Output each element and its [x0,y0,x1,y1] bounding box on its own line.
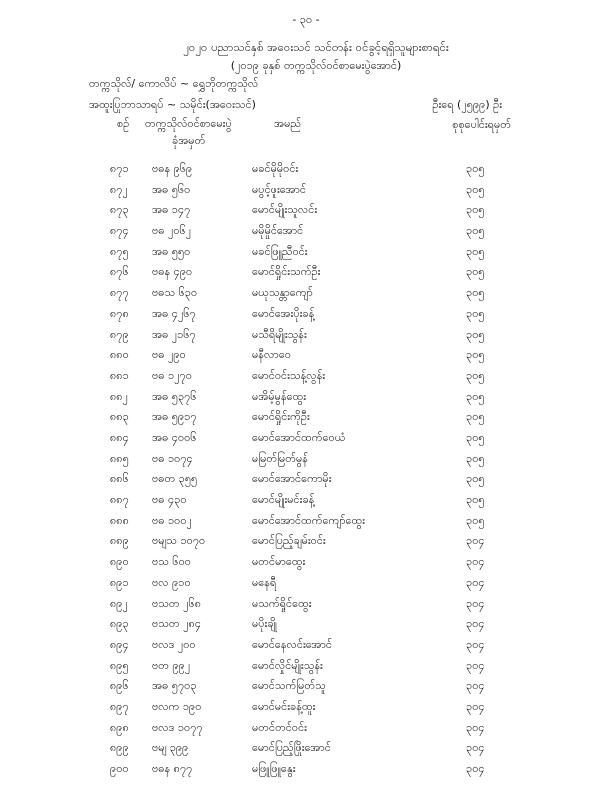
cell-roll-number: အဓ ၅၇၀၃ [152,679,197,693]
cell-roll-number: ဗဓန ၉၆၉ [152,162,193,175]
cell-roll-number: ဗဓန ၈၇၇ [152,762,193,775]
cell-total-marks: ၃၀၅ [466,265,485,279]
cell-name: မောင်လှိုင်မျိုးသွန်း [252,658,323,672]
cell-total-marks: ၃၀၄ [466,575,485,589]
cell-total-marks: ၃၀၅ [466,472,485,486]
cell-total-marks: ၃၀၅ [466,389,485,403]
cell-name: မပိုးချို [252,617,277,631]
cell-total-marks: ၃၀၄ [466,679,485,693]
cell-serial: ၈၉၈ [110,720,129,734]
table-row [0,451,612,467]
cell-roll-number: ဗဓ ၁၀၇၄ [152,451,193,465]
table-row [0,389,612,405]
cell-roll-number: ဗဓ ၁၀၀၂ [152,513,192,527]
cell-name: မဖြူဖြူနွေး [252,762,296,775]
cell-serial: ၈၈၉ [110,534,129,548]
cell-roll-number: အဓ ၅၅၀ [152,244,191,258]
table-row [0,658,612,674]
cell-name: မပွင့်ဖူးအောင် [252,182,307,196]
cell-roll-number: ဗတ ၉၉၂ [152,658,191,672]
table-row [0,182,612,198]
cell-roll-number: ဗသတ ၂၈၄ [152,617,202,631]
cell-roll-number: ဗဓတ ၃၅၅ [152,472,198,486]
table-row [0,492,612,508]
cell-serial: ၈၈၄ [110,431,129,444]
cell-serial: ၈၇၅ [110,244,129,258]
cell-name: မောင်အောင်ထက်ကျော်ထွေး [252,513,365,527]
cell-total-marks: ၃၀၅ [466,306,485,320]
cell-total-marks: ၃၀၄ [466,617,485,631]
cell-roll-number: အဓ ၅၃၇၆ [152,389,197,403]
cell-name: မောင်မင်းခန့်ထူး [252,699,316,713]
cell-serial: ၈၉၉ [110,741,129,755]
column-header-total-marks: စုစုပေါင်းရမှတ် [452,118,511,131]
cell-name: မောင်သက်မြတ်သူ [252,679,326,693]
cell-serial: ၈၇၉ [110,327,129,341]
cell-serial: ၈၉၄ [110,637,129,651]
cell-name: မနီလာဝေ [252,348,291,362]
cell-roll-number: ဗလဒ ၁၀၇၇ [152,720,203,734]
cell-total-marks: ၃၀၄ [466,762,485,775]
cell-serial: ၈၈၂ [110,389,128,403]
column-header-roll-number: တက္ကသိုလ်ဝင်စာမေးပွဲ [145,117,232,130]
cell-roll-number: ဗမျသ ၁၀၇၀ [152,534,206,548]
cell-total-marks: ၃၀၅ [466,493,485,506]
cell-name: မတင်မာထွေး [252,555,306,569]
table-row [0,513,612,529]
cell-total-marks: ၃၀၄ [466,720,485,734]
cell-total-marks: ၃၀၅ [466,203,485,217]
cell-name: မောင်ရှိုင်းကိုဦး [252,410,310,424]
cell-total-marks: ၃၀၅ [466,182,485,196]
cell-roll-number: ဗမျ ၃၉၉ [152,741,189,755]
university-line: တက္ကသိုလ်/ ကောလိပ် ~ ရွှေဘိုတက္ကသိုလ် [89,77,259,90]
cell-total-marks: ၃၀၄ [466,699,485,713]
cell-roll-number: ဗလ ၉၁၀ [152,575,191,589]
cell-roll-number: အဓ ၅၆၀ [152,182,191,196]
table-row [0,740,612,756]
table-row [0,264,612,280]
total-count: ဦးရေ (၂၅၉၉) ဦး [432,98,502,111]
cell-roll-number: အဓ ၄၂၆၇ [152,306,196,320]
table-row [0,533,612,549]
cell-total-marks: ၃၀၅ [466,368,485,382]
cell-total-marks: ၃၀၅ [466,286,485,300]
cell-name: မနေရီ [252,575,277,589]
cell-roll-number: အဓ ၁၄၇ [152,203,191,217]
cell-roll-number: ဗဓ ၂၀၆၂ [152,224,192,238]
cell-name: မောင်ဝင်းသန့်လွန်း [252,368,326,382]
table-row [0,202,612,218]
cell-total-marks: ၃၀၅ [466,451,485,465]
column-header-serial: စဉ် [117,117,130,130]
cell-roll-number: ဗဓန ၄၉၀ [152,265,193,279]
column-header-roll-number-line2: ခုံအမှတ် [172,134,206,147]
column-header-name: အမည် [274,117,302,130]
cell-name: မမြတ်မြတ်မွန် [252,451,308,465]
cell-serial: ၈၉၇ [110,699,129,713]
cell-total-marks: ၃၀၄ [466,658,485,672]
cell-serial: ၈၇၃ [110,203,129,217]
cell-total-marks: ၃၀၅ [466,513,485,527]
cell-roll-number: အဓ ၄၀၀၆ [152,431,197,444]
table-row [0,471,612,487]
cell-roll-number: အဓ ၂၁၆၇ [152,327,196,341]
cell-total-marks: ၃၀၅ [466,162,485,175]
table-row [0,244,612,260]
cell-total-marks: ၃၀၄ [466,637,485,651]
cell-name: မအိမ့်မွန်ထွေး [252,389,307,403]
cell-name: မသီရိမျိုးသွန်း [252,327,307,341]
cell-total-marks: ၃၀၅ [466,348,485,362]
cell-serial: ၈၇၄ [110,224,129,238]
cell-name: မောင်နေလင်းအောင် [252,637,333,651]
table-row [0,368,612,384]
cell-roll-number: ဗဓသ ၆၃၀ [152,286,198,300]
cell-name: မောင်မျိုးမင်းခန့် [252,493,315,506]
cell-roll-number: ဗဓ ၂၉၀ [152,348,186,362]
cell-name: မောင်အောင်ကောမိုး [252,472,332,486]
table-row [0,699,612,715]
cell-name: မယုသန္တာကျော် [252,286,313,300]
major-line: အထူးပြုဘာသာရပ် ~ သမိုင်း(အဝေးသင်) [89,98,256,111]
table-row [0,409,612,425]
cell-roll-number: ဗသတ ၂၆၈ [152,596,202,610]
cell-serial: ၈၉၁ [110,575,129,589]
table-row [0,678,612,694]
document-subtitle: (၂၀၁၉ ခုနှစ် တက္ကသိုလ်ဝင်စာမေးပွဲအောင်) [230,59,402,72]
table-row [0,637,612,653]
cell-roll-number: ဗဓ ၄၃၀ [152,493,187,506]
cell-serial: ၈၈၇ [110,493,129,506]
cell-roll-number: ဗသ ၆၀၀ [152,555,191,569]
cell-roll-number: အဓ ၅၉၁၇ [152,410,197,424]
cell-serial: ၈၉၆ [110,679,129,693]
table-row [0,327,612,343]
cell-serial: ၈၇၆ [110,265,129,279]
cell-serial: ၈၈၀ [110,348,129,362]
cell-serial: ၈၇၂ [110,182,128,196]
cell-serial: ၈၇၁ [110,162,129,175]
table-row [0,285,612,301]
table-row [0,720,612,736]
cell-roll-number: ဗဓ ၁၂၇၀ [152,368,192,382]
table-row [0,761,612,777]
table-row [0,554,612,570]
table-row [0,223,612,239]
cell-total-marks: ၃၀၅ [466,224,485,238]
cell-serial: ၈၈၅ [110,451,129,465]
table-row [0,575,612,591]
cell-serial: ၈၉၂ [110,596,128,610]
cell-name: မောင်ပြည့်ချမ်းဝင်း [252,534,326,548]
cell-name: မမိုမှိုင်အောင် [252,224,304,238]
page-number: - ၃၀ - [292,13,320,26]
cell-total-marks: ၃၀၄ [466,555,485,569]
cell-name: မတင်တင်ဝင်း [252,720,307,734]
table-row [0,161,612,177]
table-row [0,430,612,446]
cell-name: မောင်အောင်ထက်ဝေယံ [252,431,346,444]
cell-total-marks: ၃၀၄ [466,741,485,755]
cell-name: မောင်ရှိုင်းသက်ဦး [252,265,321,279]
cell-serial: ၈၉၀ [110,555,129,569]
cell-serial: ၈၇၈ [110,306,129,320]
cell-serial: ၉၀၀ [110,762,129,775]
table-row [0,616,612,632]
cell-name: မောင်မျိုးသူလင်း [252,203,318,217]
document-title: ၂၀၂၀ ပညာသင်နှစ် အဝေးသင် သင်တန်း ဝင်ခွင့်ရရှိသူများစာရင်း [183,40,449,54]
cell-total-marks: ၃၀၅ [466,327,485,341]
cell-total-marks: ၃၀၅ [466,244,485,258]
cell-name: မခင်မိုမိုဝင်း [252,162,299,175]
cell-serial: ၈၈၈ [110,513,129,527]
cell-total-marks: ၃၀၅ [466,431,485,444]
cell-roll-number: ဗလက ၁၉၀ [152,699,202,713]
table-row [0,347,612,363]
cell-serial: ၈၉၃ [110,617,129,631]
cell-serial: ၈၇၇ [110,286,129,300]
cell-total-marks: ၃၀၄ [466,534,485,548]
cell-name: မောင်အေးပိုးခန့် [252,306,315,320]
cell-name: မခင်ဖြူညီဝင်း [252,244,308,258]
cell-name: မောင်ပြည့်ဖြိုးအောင် [252,741,331,755]
cell-total-marks: ၃၀၄ [466,596,485,610]
cell-serial: ၈၈၁ [110,368,129,382]
cell-serial: ၈၈၆ [110,472,129,486]
cell-name: မသက်ရှိုင်ထွေး [252,596,312,610]
cell-roll-number: ဗလဒ ၂၀၀ [152,637,196,651]
cell-serial: ၈၈၃ [110,410,129,424]
table-row [0,596,612,612]
cell-serial: ၈၉၅ [110,658,129,672]
table-row [0,306,612,322]
cell-total-marks: ၃၀၅ [466,410,485,424]
